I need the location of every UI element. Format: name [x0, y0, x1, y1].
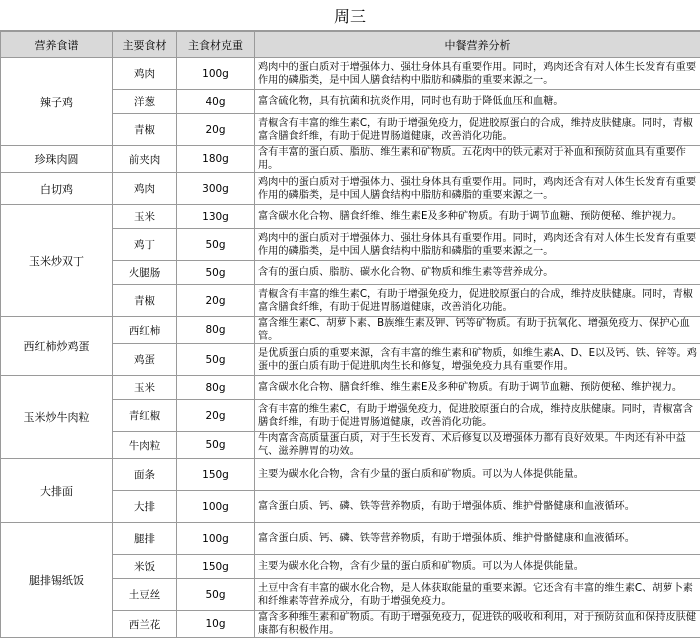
analysis-cell: 鸡肉中的蛋白质对于增强体力、强壮身体具有重要作用。同时，鸡肉还含有对人体生长发育有重要作用的磷脂类，是中国人膳食结构中脂肪和磷脂的重要来源之一。: [255, 173, 700, 205]
analysis-cell: 含有丰富的蛋白质、脂肪、维生素和矿物质。五花肉中的铁元素对于补血和预防贫血具有重要作用。: [255, 146, 700, 173]
header-ingredient: 主要食材: [113, 32, 177, 58]
ingredient-cell: 玉米: [113, 376, 177, 400]
analysis-cell: 主要为碳水化合物，含有少量的蛋白质和矿物质。可以为人体提供能量。: [255, 459, 700, 491]
ingredient-cell: 鸡蛋: [113, 344, 177, 376]
analysis-cell: 主要为碳水化合物，含有少量的蛋白质和矿物质。可以为人体提供能量。: [255, 555, 700, 579]
dish-name: 白切鸡: [1, 173, 113, 205]
dish-name: 辣子鸡: [1, 58, 113, 146]
analysis-cell: 富含碳水化合物、膳食纤维、维生素E及多种矿物质。有助于调节血糖、预防便秘、维护视力。: [255, 376, 700, 400]
table-body: [1, 58, 700, 638]
ingredient-cell: 牛肉粒: [113, 432, 177, 459]
ingredient-cell: 鸡肉: [113, 173, 177, 205]
analysis-cell: 富含碳水化合物、膳食纤维、维生素E及多种矿物质。有助于调节血糖、预防便秘、维护视力。: [255, 205, 700, 229]
ingredient-cell: 青红椒: [113, 400, 177, 432]
dish-name: 玉米炒牛肉粒: [1, 376, 113, 459]
nutrition-table: [0, 31, 700, 638]
header-weight: 主食材克重: [177, 32, 255, 58]
ingredient-cell: 前夹肉: [113, 146, 177, 173]
dish-name: 大排面: [1, 459, 113, 523]
analysis-cell: 富含多种维生素和矿物质。有助于增强免疫力，促进铁的吸收和利用，对于预防贫血和保持皮肤健康都有积极作用。: [255, 611, 700, 638]
weight-cell: 100g: [177, 491, 255, 523]
weight-cell: 80g: [177, 317, 255, 344]
analysis-cell: 青椒含有丰富的维生素C，有助于增强免疫力，促进胶原蛋白的合成，维持皮肤健康。同时，青椒富含膳食纤维，有助于促进胃肠道健康，改善消化功能。: [255, 285, 700, 317]
weight-cell: 300g: [177, 173, 255, 205]
analysis-cell: 土豆中含有丰富的碳水化合物，是人体获取能量的重要来源。它还含有丰富的维生素C、胡萝卜素和纤维素等营养成分，有助于增强免疫力。: [255, 579, 700, 611]
ingredient-cell: 西红柿: [113, 317, 177, 344]
table-row: [1, 376, 700, 400]
dish-name: 腿排锡纸饭: [1, 523, 113, 638]
ingredient-cell: 大排: [113, 491, 177, 523]
weight-cell: 80g: [177, 376, 255, 400]
weight-cell: 50g: [177, 344, 255, 376]
header-row: [1, 32, 700, 58]
dish-name: 玉米炒双丁: [1, 205, 113, 317]
ingredient-cell: 腿排: [113, 523, 177, 555]
weight-cell: 150g: [177, 555, 255, 579]
ingredient-cell: 鸡丁: [113, 229, 177, 261]
header-analysis: 中餐营养分析: [255, 32, 700, 58]
weight-cell: 50g: [177, 261, 255, 285]
ingredient-cell: 鸡肉: [113, 58, 177, 90]
ingredient-cell: 洋葱: [113, 90, 177, 114]
analysis-cell: 富含硫化物，具有抗菌和抗炎作用，同时也有助于降低血压和血糖。: [255, 90, 700, 114]
table-row: [1, 205, 700, 229]
weight-cell: 10g: [177, 611, 255, 638]
weight-cell: 20g: [177, 114, 255, 146]
header-recipe: 营养食谱: [1, 32, 113, 58]
weight-cell: 130g: [177, 205, 255, 229]
ingredient-cell: 青椒: [113, 285, 177, 317]
ingredient-cell: 青椒: [113, 114, 177, 146]
dish-name: 西红柿炒鸡蛋: [1, 317, 113, 376]
weight-cell: 50g: [177, 432, 255, 459]
weight-cell: 50g: [177, 579, 255, 611]
ingredient-cell: 面条: [113, 459, 177, 491]
ingredient-cell: 玉米: [113, 205, 177, 229]
analysis-cell: 是优质蛋白质的重要来源，含有丰富的维生素和矿物质，如维生素A、D、E以及钙、铁、锌等。鸡蛋中的蛋白质有助于促进肌肉生长和修复，增强免疫力具有重要作用。: [255, 344, 700, 376]
table-row: [1, 523, 700, 555]
analysis-cell: 含有丰富的维生素C，有助于增强免疫力，促进胶原蛋白的合成，维持皮肤健康。同时，青椒富含膳食纤维，有助于促进胃肠道健康，改善消化功能。: [255, 400, 700, 432]
analysis-cell: 富含维生素C、胡萝卜素、B族维生素及钾、钙等矿物质。有助于抗氧化、增强免疫力、保护心血管。: [255, 317, 700, 344]
ingredient-cell: 米饭: [113, 555, 177, 579]
weight-cell: 40g: [177, 90, 255, 114]
weight-cell: 100g: [177, 58, 255, 90]
analysis-cell: 鸡肉中的蛋白质对于增强体力、强壮身体具有重要作用。同时，鸡肉还含有对人体生长发育有重要作用的磷脂类，是中国人膳食结构中脂肪和磷脂的重要来源之一。: [255, 58, 700, 90]
analysis-cell: 青椒含有丰富的维生素C，有助于增强免疫力，促进胶原蛋白的合成，维持皮肤健康。同时，青椒富含膳食纤维，有助于促进胃肠道健康，改善消化功能。: [255, 114, 700, 146]
weight-cell: 50g: [177, 229, 255, 261]
analysis-cell: 牛肉富含高质量蛋白质，对于生长发育、术后修复以及增强体力都有良好效果。牛肉还有补中益气、滋养脾胃的功效。: [255, 432, 700, 459]
ingredient-cell: 土豆丝: [113, 579, 177, 611]
analysis-cell: 富含蛋白质、钙、磷、铁等营养物质，有助于增强体质、维护骨骼健康和血液循环。: [255, 523, 700, 555]
analysis-cell: 含有的蛋白质、脂肪、碳水化合物、矿物质和维生素等营养成分。: [255, 261, 700, 285]
table-row: [1, 459, 700, 491]
weight-cell: 180g: [177, 146, 255, 173]
table-row: [1, 317, 700, 344]
table-row: [1, 58, 700, 90]
weight-cell: 150g: [177, 459, 255, 491]
analysis-cell: 鸡肉中的蛋白质对于增强体力、强壮身体具有重要作用。同时，鸡肉还含有对人体生长发育有重要作用的磷脂类，是中国人膳食结构中脂肪和磷脂的重要来源之一。: [255, 229, 700, 261]
table-row: [1, 173, 700, 205]
analysis-cell: 富含蛋白质、钙、磷、铁等营养物质，有助于增强体质、维护骨骼健康和血液循环。: [255, 491, 700, 523]
dish-name: 珍珠肉圆: [1, 146, 113, 173]
page-title: 周三: [0, 0, 700, 31]
table-row: [1, 146, 700, 173]
weight-cell: 20g: [177, 285, 255, 317]
weight-cell: 20g: [177, 400, 255, 432]
ingredient-cell: 西兰花: [113, 611, 177, 638]
weight-cell: 100g: [177, 523, 255, 555]
ingredient-cell: 火腿肠: [113, 261, 177, 285]
